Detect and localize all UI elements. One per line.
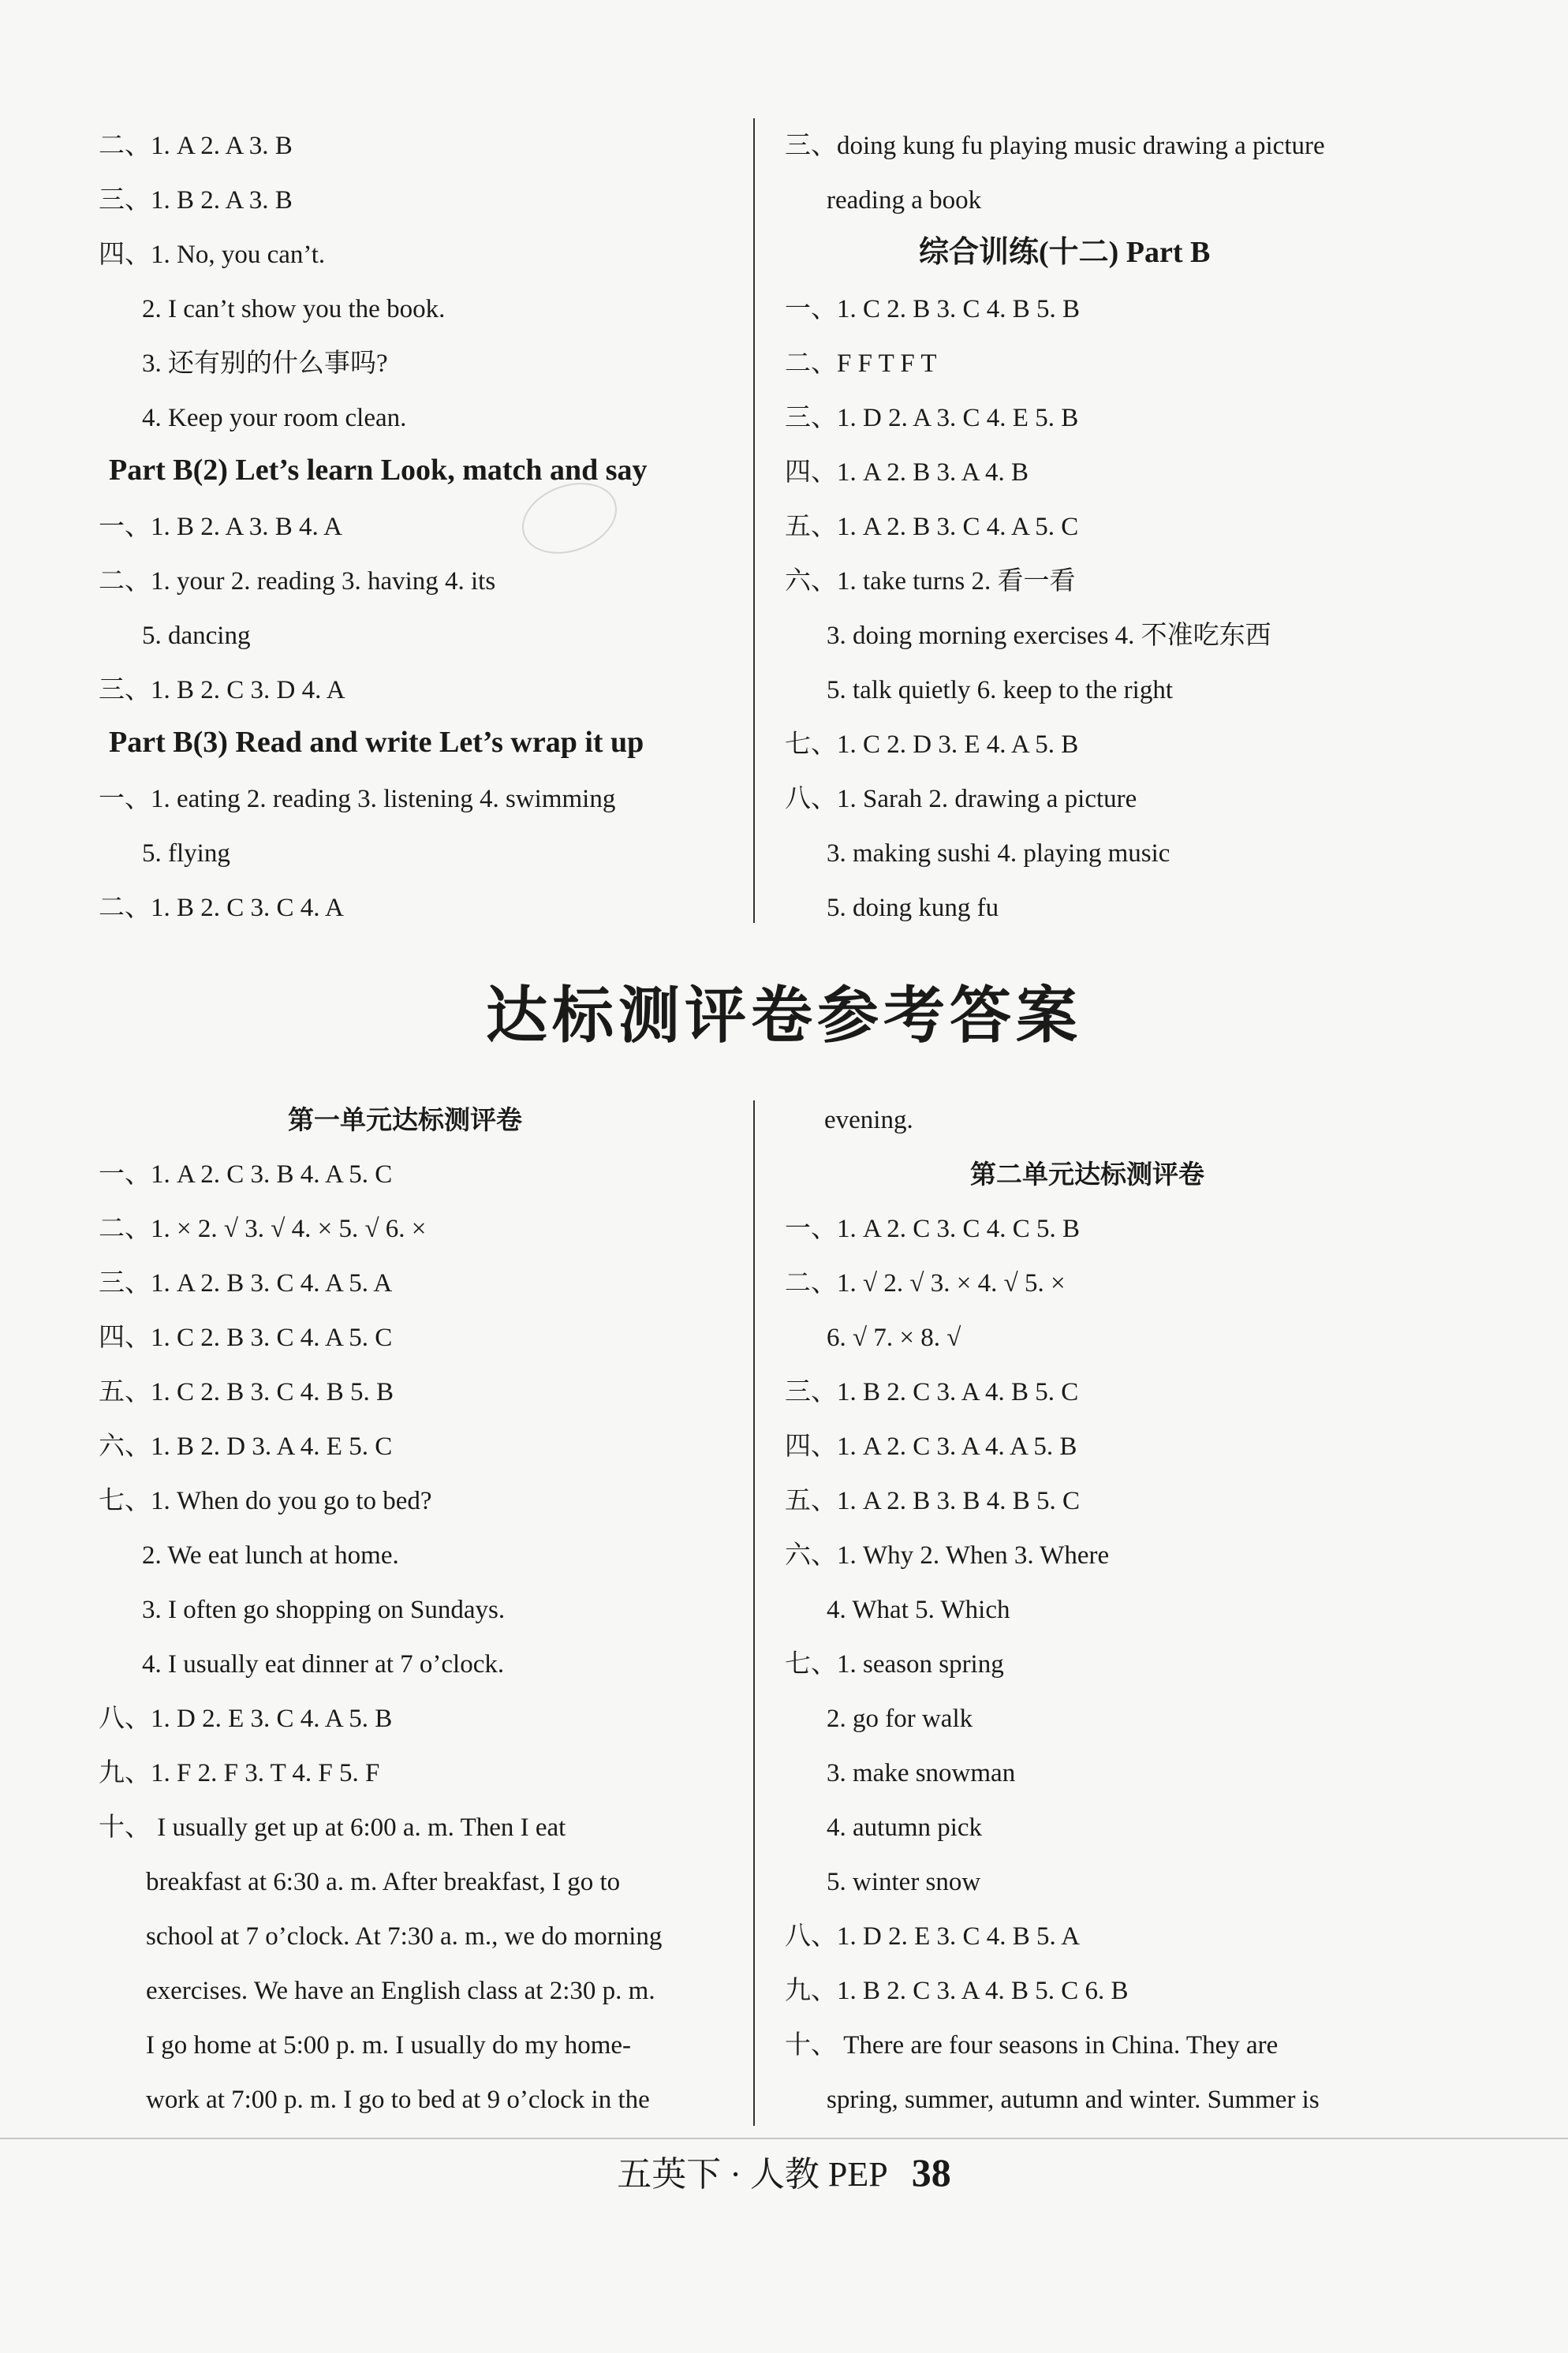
answer-line: 一、1. A 2. C 3. B 4. A 5. C (99, 1160, 393, 1189)
answer-line: 4. Keep your room clean. (142, 404, 407, 432)
answer-line: 二、1. your 2. reading 3. having 4. its (99, 567, 496, 596)
answer-line: 三、1. B 2. A 3. B (99, 186, 293, 215)
answer-line: 八、1. D 2. E 3. C 4. B 5. A (785, 1922, 1081, 1951)
answer-line: 3. doing morning exercises 4. 不准吃东西 (827, 622, 1271, 650)
answer-line: 4. What 5. Which (827, 1596, 1010, 1624)
answer-line: 5. flying (142, 839, 230, 868)
answer-line: 三、1. B 2. C 3. D 4. A (99, 676, 345, 704)
answer-line: 四、1. A 2. C 3. A 4. A 5. B (785, 1432, 1077, 1461)
answer-line: 一、1. eating 2. reading 3. listening 4. swimming (99, 785, 616, 813)
essay-line: spring, summer, autumn and winter. Summer is (827, 2086, 1320, 2114)
answer-line: 2. We eat lunch at home. (142, 1541, 399, 1570)
essay-line: 十、 There are four seasons in China. They are (785, 2031, 1279, 2060)
footer-rule (0, 2138, 1568, 2139)
column-divider (753, 1100, 755, 2126)
answer-line: 二、1. × 2. √ 3. √ 4. × 5. √ 6. × (99, 1215, 427, 1243)
answer-line: 4. autumn pick (827, 1813, 983, 1842)
answer-line: 八、1. Sarah 2. drawing a picture (785, 785, 1137, 813)
answer-line: 七、1. C 2. D 3. E 4. A 5. B (785, 730, 1079, 759)
page-footer (0, 2146, 1568, 2196)
answer-line: 九、1. F 2. F 3. T 4. F 5. F (99, 1759, 380, 1787)
answer-line: 3. 还有别的什么事吗? (142, 349, 388, 378)
answer-line: 三、1. A 2. B 3. C 4. A 5. A (99, 1269, 393, 1298)
section-heading: Part B(2) Let’s learn Look, match and say (109, 454, 648, 487)
answer-line: 二、F F T F T (785, 349, 937, 378)
answer-line: 七、1. When do you go to bed? (99, 1487, 432, 1515)
answer-line: 3. I often go shopping on Sundays. (142, 1596, 506, 1624)
answer-line: evening. (824, 1106, 913, 1134)
answer-line: 一、1. A 2. C 3. C 4. C 5. B (785, 1215, 1081, 1243)
answer-line: 4. I usually eat dinner at 7 o’clock. (142, 1650, 505, 1679)
answer-line: 六、1. Why 2. When 3. Where (785, 1541, 1110, 1570)
answer-line: 一、1. C 2. B 3. C 4. B 5. B (785, 295, 1081, 323)
unit-heading: 第一单元达标测评卷 (288, 1104, 522, 1135)
answer-line: 二、1. B 2. C 3. C 4. A (99, 894, 344, 922)
essay-line: breakfast at 6:30 a. m. After breakfast, I go to (146, 1868, 621, 1896)
essay-line: 十、 I usually get up at 6:00 a. m. Then I eat (99, 1813, 566, 1842)
answer-line: 2. I can’t show you the book. (142, 295, 446, 323)
page-number: 38 (911, 2150, 951, 2194)
answer-line: 九、1. B 2. C 3. A 4. B 5. C 6. B (785, 1977, 1129, 2005)
answer-line: 3. make snowman (827, 1759, 1016, 1787)
column-divider (753, 118, 755, 923)
answer-line: 5. dancing (142, 622, 251, 650)
answer-line: 四、1. C 2. B 3. C 4. A 5. C (99, 1324, 393, 1352)
answer-line: 四、1. No, you can’t. (99, 241, 326, 269)
essay-line: I go home at 5:00 p. m. I usually do my home- (146, 2031, 631, 2060)
essay-line: work at 7:00 p. m. I go to bed at 9 o’clock in the (146, 2086, 650, 2114)
section-heading: Part B(3) Read and write Let’s wrap it up (109, 726, 644, 759)
answer-line: 五、1. A 2. B 3. B 4. B 5. C (785, 1487, 1081, 1515)
answer-line: 一、1. B 2. A 3. B 4. A (99, 513, 342, 541)
answer-line: 5. talk quietly 6. keep to the right (827, 676, 1173, 704)
answer-line: 七、1. season spring (785, 1650, 1004, 1679)
answer-line: 三、1. D 2. A 3. C 4. E 5. B (785, 404, 1079, 432)
answer-line: 5. winter snow (827, 1868, 981, 1896)
answer-line: 五、1. A 2. B 3. C 4. A 5. C (785, 513, 1079, 541)
answer-line: 四、1. A 2. B 3. A 4. B (785, 458, 1029, 487)
answer-line: 三、1. B 2. C 3. A 4. B 5. C (785, 1378, 1079, 1406)
essay-line: school at 7 o’clock. At 7:30 a. m., we do morning (146, 1922, 663, 1951)
answer-line: 八、1. D 2. E 3. C 4. A 5. B (99, 1705, 393, 1733)
page-title: 达标测评卷参考答案 (485, 980, 1082, 1051)
footer-label: 五英下 · 人教 PEP (617, 2155, 888, 2194)
essay-line: exercises. We have an English class at 2:30 p. m. (146, 1977, 655, 2005)
section-heading: 综合训练(十二) Part B (919, 236, 1211, 269)
answer-line: 六、1. B 2. D 3. A 4. E 5. C (99, 1432, 393, 1461)
answer-line: 6. √ 7. × 8. √ (827, 1324, 961, 1352)
answer-line: 二、1. A 2. A 3. B (99, 132, 293, 160)
answer-line: 六、1. take turns 2. 看一看 (785, 567, 1076, 596)
answer-line: 二、1. √ 2. √ 3. × 4. √ 5. × (785, 1269, 1066, 1298)
answer-line: reading a book (827, 186, 982, 215)
answer-line: 2. go for walk (827, 1705, 973, 1733)
unit-heading: 第二单元达标测评卷 (970, 1159, 1204, 1190)
answer-line: 5. doing kung fu (827, 894, 999, 922)
answer-line: 三、doing kung fu playing music drawing a picture (785, 132, 1325, 160)
answer-line: 五、1. C 2. B 3. C 4. B 5. B (99, 1378, 394, 1406)
answer-line: 3. making sushi 4. playing music (827, 839, 1170, 868)
